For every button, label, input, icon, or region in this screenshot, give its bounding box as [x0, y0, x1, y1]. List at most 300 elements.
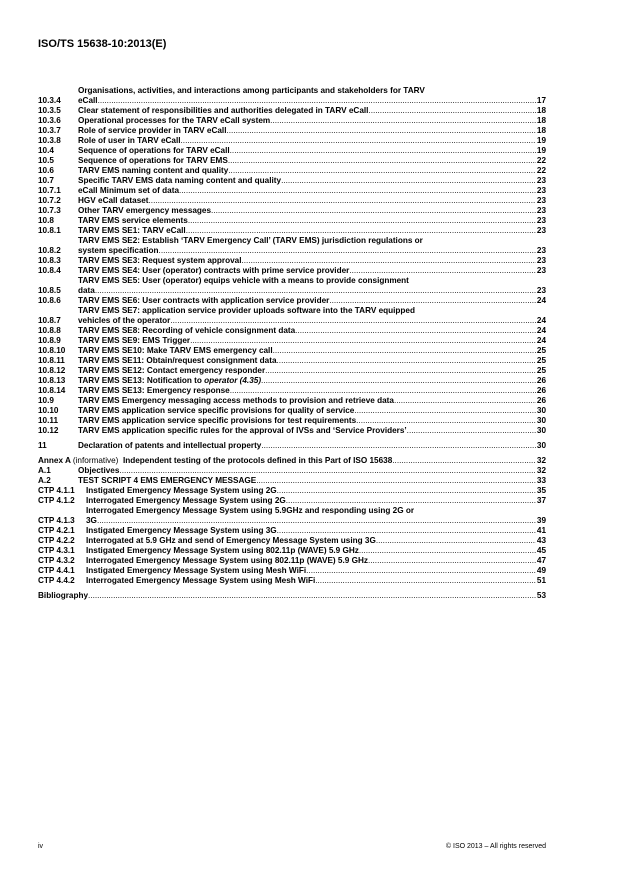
- toc-entry-title-text: Interrogated at 5.9 GHz and send of Emergency Message System using 3G: [86, 536, 376, 545]
- toc-entry-title-text: Role of user in TARV eCall: [78, 136, 181, 145]
- toc-leader-dots: [179, 186, 536, 196]
- toc-entry-page: 23: [536, 186, 546, 195]
- toc-entry-number: CTP 4.1.2: [38, 496, 75, 505]
- toc-entry-body: [86, 566, 546, 576]
- toc-entry-body: [78, 186, 546, 196]
- toc-entry-number: A.1: [38, 466, 51, 475]
- toc-leader-dots: [349, 266, 536, 276]
- toc-entry[interactable]: [38, 326, 546, 336]
- toc-entry-body: [78, 166, 546, 176]
- toc-entry-number: 10.11: [38, 416, 59, 425]
- toc-entry-title-text: TARV EMS SE11: Obtain/request consignment data: [78, 356, 277, 365]
- toc-entry-page: 49: [536, 566, 546, 575]
- toc-entry-page: 30: [536, 426, 546, 435]
- toc-leader-dots: [261, 441, 536, 451]
- toc-entry-title: [78, 426, 407, 436]
- toc-entry[interactable]: [38, 116, 546, 126]
- toc-entry-page: 32: [536, 456, 546, 465]
- toc-entry-number: 10.8.8: [38, 326, 61, 335]
- toc-entry-page: 35: [536, 486, 546, 495]
- toc-entry-continuation: [78, 96, 546, 106]
- toc-entry[interactable]: [38, 296, 546, 306]
- toc-leader-dots: [170, 316, 536, 326]
- toc-entry-title-text: HGV eCall dataset: [78, 196, 149, 205]
- toc-leader-dots: [211, 206, 536, 216]
- toc-entry-title: [78, 216, 188, 226]
- toc-entry-page: 37: [536, 496, 546, 505]
- toc-entry[interactable]: [38, 216, 546, 226]
- toc-entry-title-text: Sequence of operations for TARV EMS: [78, 156, 228, 165]
- toc-entry-page: 18: [536, 126, 546, 135]
- toc-entry-title-text: Specific TARV EMS data naming content and quality: [78, 176, 282, 185]
- toc-entry-title-text: TARV EMS Emergency messaging access methods to provision and retrieve data: [78, 396, 394, 405]
- toc-entry[interactable]: [38, 506, 546, 526]
- toc-entry[interactable]: [38, 536, 546, 546]
- toc-entry[interactable]: [38, 376, 546, 386]
- toc-entry-title-cont: data: [78, 286, 95, 295]
- toc-entry-title: [78, 226, 186, 236]
- toc-leader-dots: [270, 116, 536, 126]
- toc-entry-title-cont: vehicles of the operator: [78, 316, 171, 325]
- toc-leader-dots: [359, 546, 536, 556]
- toc-entry-number: 10.3.6: [38, 116, 61, 125]
- toc-entry-title: [78, 136, 181, 146]
- toc-entry-title: [78, 356, 277, 366]
- toc-leader-dots: [306, 566, 536, 576]
- toc-entry-title: TARV EMS SE5: User (operator) equips vehicle with a means to provide consignment: [78, 276, 409, 285]
- toc-entry-body: [86, 526, 546, 536]
- toc-entry-page: 23: [536, 196, 546, 205]
- toc-entry-body: [78, 406, 546, 416]
- toc-entry[interactable]: [38, 396, 546, 406]
- toc-entry-page: 23: [536, 256, 546, 265]
- toc-entry[interactable]: [38, 106, 546, 116]
- toc-entry-body: [78, 86, 546, 106]
- toc-entry[interactable]: [38, 526, 546, 536]
- toc-entry-body: [123, 456, 546, 466]
- toc-leader-dots: [376, 536, 536, 546]
- toc-entry-page: 32: [536, 466, 546, 475]
- toc-entry-continuation: [78, 246, 546, 256]
- toc-entry-body: [78, 126, 546, 136]
- toc-entry-page: 23: [536, 246, 546, 255]
- toc-entry-title: [78, 186, 179, 196]
- toc-entry-title-text: Sequence of operations for TARV eCall: [78, 146, 230, 155]
- toc-entry-body: [86, 556, 546, 566]
- annex-label: Annex A: [38, 456, 71, 465]
- toc-entry-number: 10.12: [38, 426, 59, 435]
- toc-leader-dots: [98, 96, 536, 106]
- toc-entry-body: [78, 346, 546, 356]
- toc-entry-page: 24: [536, 336, 546, 345]
- toc-entry-title: [86, 486, 277, 496]
- toc-entry-title: [78, 416, 356, 426]
- toc-entry-title-text: Instigated Emergency Message System using 3G: [86, 526, 277, 535]
- toc-entry-title-text: TARV EMS SE8: Recording of vehicle consignment data: [78, 326, 296, 335]
- toc-entry-title: Interrogated Emergency Message System using 5.9GHz and responding using 2G or: [86, 506, 415, 515]
- toc-entry-number: CTP 4.2.2: [38, 536, 75, 545]
- toc-entry-title: TARV EMS SE7: application service provider uploads software into the TARV equipped: [78, 306, 415, 315]
- toc-leader-dots: [265, 366, 536, 376]
- toc-entry-number: 10.8.6: [38, 296, 61, 305]
- toc-entry-title-text: TARV EMS SE10: Make TARV EMS emergency call: [78, 346, 273, 355]
- toc-entry[interactable]: [38, 206, 546, 216]
- toc-entry-number: CTP 4.1.1: [38, 486, 75, 495]
- toc-entry-title-text: TARV EMS SE9: EMS Trigger: [78, 336, 191, 345]
- toc-leader-dots: [181, 136, 536, 146]
- toc-entry[interactable]: [38, 366, 546, 376]
- toc-leader-dots: [392, 456, 536, 466]
- toc-entry-title: [78, 176, 281, 186]
- toc-entry-number: A.2: [38, 476, 51, 485]
- toc-leader-dots: [286, 496, 536, 506]
- toc-entry-title-text: TARV EMS SE13: Notification to: [78, 376, 202, 385]
- toc-entry-body: [78, 206, 546, 216]
- toc-entry[interactable]: [38, 466, 546, 476]
- toc-entry-title: [78, 396, 394, 406]
- toc-entry-page: 30: [536, 406, 546, 415]
- toc-entry-page: 24: [536, 326, 546, 335]
- toc-entry-page: 19: [536, 136, 546, 145]
- toc-entry-title: [78, 326, 295, 336]
- toc-leader-dots: [230, 146, 536, 156]
- toc-entry-body: [78, 266, 546, 276]
- toc-entry[interactable]: [38, 276, 546, 296]
- toc-entry-title: [78, 346, 273, 356]
- table-of-contents: [38, 86, 546, 601]
- toc-leader-dots: [277, 486, 536, 496]
- toc-entry-page: 26: [536, 386, 546, 395]
- toc-entry-page: 26: [536, 376, 546, 385]
- toc-entry[interactable]: [38, 486, 546, 496]
- toc-entry-body: [78, 146, 546, 156]
- toc-entry-title: [78, 126, 226, 136]
- toc-entry-title-text: Interrogated Emergency Message System using 2G: [86, 496, 286, 505]
- toc-entry-body: [78, 306, 546, 326]
- toc-entry-body: [78, 466, 546, 476]
- toc-entry[interactable]: [38, 386, 546, 396]
- toc-entry-number: 10.8.4: [38, 266, 61, 275]
- toc-entry-page: 23: [536, 206, 546, 215]
- toc-entry[interactable]: [38, 336, 546, 346]
- toc-entry-body: [78, 216, 546, 226]
- toc-leader-dots: [97, 516, 536, 526]
- toc-entry-continuation: [78, 286, 546, 296]
- toc-leader-dots: [119, 466, 535, 476]
- toc-entry-page: 30: [536, 441, 546, 450]
- toc-entry-number: 10.8.10: [38, 346, 66, 355]
- toc-entry-title: [78, 116, 270, 126]
- toc-entry[interactable]: [38, 86, 546, 106]
- toc-entry[interactable]: [38, 406, 546, 416]
- toc-entry-title: [86, 556, 368, 566]
- toc-entry-title-text: TARV EMS SE12: Contact emergency responder: [78, 366, 266, 375]
- toc-entry[interactable]: [38, 441, 546, 451]
- toc-entry-title: [78, 206, 211, 216]
- toc-entry-number: 10.7.1: [38, 186, 61, 195]
- toc-entry-number: 10.7.2: [38, 196, 61, 205]
- toc-entry-title-text: Interrogated Emergency Message System using Mesh WiFi: [86, 576, 316, 585]
- toc-entry-title-text: Other TARV emergency messages: [78, 206, 212, 215]
- toc-entry-number: 10.8.2: [38, 246, 61, 255]
- toc-entry-page: 23: [536, 216, 546, 225]
- toc-entry-number: 10.7: [38, 176, 54, 185]
- toc-entry-title: [78, 336, 190, 346]
- toc-entry-body: [86, 486, 546, 496]
- toc-entry-title: [78, 166, 228, 176]
- toc-entry-body: [86, 546, 546, 556]
- toc-entry-number: 10.4: [38, 146, 54, 155]
- toc-entry-title: Organisations, activities, and interactions among participants and stakeholders for TARV: [78, 86, 425, 95]
- toc-entry-body: [78, 116, 546, 126]
- toc-entry-body: [78, 106, 546, 116]
- toc-entry[interactable]: [38, 546, 546, 556]
- toc-entry-number: 10.3.7: [38, 126, 61, 135]
- toc-entry-page: 41: [536, 526, 546, 535]
- toc-entry-page: 45: [536, 546, 546, 555]
- toc-entry-page: 17: [536, 96, 546, 105]
- toc-entry-page: 24: [536, 316, 546, 325]
- toc-leader-dots: [273, 346, 536, 356]
- toc-entry-title-text: Objectives: [78, 466, 120, 475]
- toc-entry-title: [78, 386, 230, 396]
- toc-entry-body: [78, 356, 546, 366]
- toc-entry-title: [86, 536, 376, 546]
- toc-entry[interactable]: [38, 426, 546, 436]
- toc-entry-title: [78, 466, 119, 476]
- toc-leader-dots: [190, 336, 536, 346]
- toc-entry-body: [78, 336, 546, 346]
- toc-entry-body: [78, 276, 546, 296]
- toc-entry-page: 22: [536, 156, 546, 165]
- toc-entry-page: 18: [536, 116, 546, 125]
- toc-bibliography-entry[interactable]: [38, 591, 546, 601]
- toc-entry-page: 39: [536, 516, 546, 525]
- toc-annex-entry[interactable]: [38, 456, 546, 466]
- toc-entry-body: [78, 441, 546, 451]
- toc-entry-title: [78, 196, 149, 206]
- toc-leader-dots: [186, 226, 536, 236]
- toc-entry[interactable]: [38, 416, 546, 426]
- toc-entry[interactable]: [38, 576, 546, 586]
- toc-entry[interactable]: [38, 346, 546, 356]
- toc-entry-number: 10.10: [38, 406, 59, 415]
- toc-entry[interactable]: [38, 166, 546, 176]
- toc-leader-dots: [407, 426, 536, 436]
- toc-entry-body: [78, 196, 546, 206]
- toc-entry-page: 51: [536, 576, 546, 585]
- toc-entry-page: 30: [536, 416, 546, 425]
- toc-entry-title-text: Instigated Emergency Message System using 802.11p (WAVE) 5.9 GHz: [86, 546, 359, 555]
- toc-entry-page: 33: [536, 476, 546, 485]
- toc-entry[interactable]: [38, 256, 546, 266]
- toc-leader-dots: [281, 176, 536, 186]
- toc-entry-title-text: Interrogated Emergency Message System using 802.11p (WAVE) 5.9 GHz: [86, 556, 368, 565]
- toc-leader-dots: [315, 576, 536, 586]
- toc-entry[interactable]: [38, 226, 546, 236]
- toc-entry[interactable]: [38, 236, 546, 256]
- toc-entry-number: 10.8.1: [38, 226, 61, 235]
- toc-entry-number: 10.8.13: [38, 376, 66, 385]
- toc-leader-dots: [368, 106, 535, 116]
- toc-entry-title-text: TARV EMS naming content and quality: [78, 166, 229, 175]
- toc-entry[interactable]: [38, 566, 546, 576]
- toc-entry[interactable]: [38, 356, 546, 366]
- copyright-notice: © ISO 2013 – All rights reserved: [445, 843, 546, 850]
- toc-entry[interactable]: [38, 156, 546, 166]
- document-header: ISO/TS 15638-10:2013(E): [38, 38, 167, 50]
- toc-entry-title: [78, 476, 256, 486]
- toc-entry-page: 23: [536, 286, 546, 295]
- toc-leader-dots: [277, 526, 536, 536]
- toc-entry-title: [86, 566, 306, 576]
- toc-entry-title: [78, 266, 349, 276]
- toc-entry-number: 11: [38, 441, 47, 450]
- toc-entry-continuation: [78, 316, 546, 326]
- toc-leader-dots: [368, 556, 536, 566]
- toc-entry-title-text: TARV EMS SE1: TARV eCall: [78, 226, 186, 235]
- toc-entry-number: 10.3.5: [38, 106, 61, 115]
- toc-entry-number: CTP 4.3.2: [38, 556, 75, 565]
- toc-entry-body: [78, 296, 546, 306]
- toc-entry-continuation: [86, 516, 546, 526]
- toc-entry-page: 24: [536, 296, 546, 305]
- toc-entry-body: [78, 236, 546, 256]
- toc-entry-body: [78, 396, 546, 406]
- toc-entry-title-text: TARV EMS SE4: User (operator) contracts with prime service provider: [78, 266, 350, 275]
- toc-entry-body: [78, 426, 546, 436]
- toc-entry-title-text: Instigated Emergency Message System using 2G: [86, 486, 277, 495]
- toc-entry-number: CTP 4.3.1: [38, 546, 75, 555]
- toc-leader-dots: [228, 156, 536, 166]
- toc-entry[interactable]: [38, 556, 546, 566]
- annex-informative: (informative): [72, 456, 119, 465]
- toc-entry-page: 25: [536, 356, 546, 365]
- toc-entry-number: 10.8: [38, 216, 54, 225]
- toc-entry-body: [86, 506, 546, 526]
- toc-entry-body: [78, 156, 546, 166]
- toc-entry-title-text: TARV EMS application specific rules for the approval of IVSs and ‘Service Providers’: [78, 426, 407, 435]
- toc-leader-dots: [242, 256, 536, 266]
- toc-leader-dots: [329, 296, 536, 306]
- toc-leader-dots: [88, 591, 536, 601]
- toc-entry-page: 23: [536, 226, 546, 235]
- toc-entry-body: [86, 536, 546, 546]
- toc-entry-title-italic: operator (4.35): [204, 376, 262, 385]
- toc-entry-page: 23: [536, 266, 546, 275]
- toc-leader-dots: [354, 406, 536, 416]
- toc-entry-title: [78, 366, 265, 376]
- toc-entry-number: 10.8.3: [38, 256, 61, 265]
- toc-entry-title: Independent testing of the protocols defined in this Part of ISO 15638: [122, 456, 393, 465]
- toc-entry-title: [78, 441, 261, 451]
- toc-leader-dots: [95, 286, 536, 296]
- toc-entry-title: [78, 256, 242, 266]
- toc-entry-body: [78, 326, 546, 336]
- toc-entry-title-text: Clear statement of responsibilities and authorities delegated in TARV eCall: [78, 106, 369, 115]
- toc-annex-label: [38, 456, 123, 466]
- toc-entry-title-text: TARV EMS service elements: [78, 216, 188, 225]
- toc-entry-title-cont: 3G: [86, 516, 97, 525]
- toc-entry-page: 19: [536, 146, 546, 155]
- toc-entry-page: 25: [536, 366, 546, 375]
- toc-entry-body: [78, 386, 546, 396]
- toc-entry-page: 25: [536, 346, 546, 355]
- toc-leader-dots: [256, 476, 536, 486]
- toc-entry-body: [38, 591, 546, 601]
- toc-entry-number: 10.8.11: [38, 356, 65, 365]
- toc-entry-page: 18: [536, 106, 546, 115]
- toc-entry-title-text: TEST SCRIPT 4 EMS EMERGENCY MESSAGE: [78, 476, 257, 485]
- toc-entry-title-cont: system specification: [78, 246, 159, 255]
- toc-entry-page: 23: [536, 176, 546, 185]
- toc-entry[interactable]: [38, 306, 546, 326]
- toc-entry-title: [86, 496, 286, 506]
- toc-entry[interactable]: [38, 496, 546, 506]
- toc-entry[interactable]: [38, 196, 546, 206]
- toc-entry-title: [86, 526, 277, 536]
- toc-entry-title: [78, 106, 368, 116]
- toc-entry-number: CTP 4.4.1: [38, 566, 75, 575]
- toc-entry[interactable]: [38, 146, 546, 156]
- toc-entry-title-text: Operational processes for the TARV eCall system: [78, 116, 271, 125]
- page-number: iv: [38, 843, 44, 850]
- toc-entry-title: [78, 406, 354, 416]
- toc-entry-number: CTP 4.1.3: [38, 516, 75, 525]
- toc-entry-title: [78, 156, 228, 166]
- toc-entry[interactable]: [38, 266, 546, 276]
- toc-entry-body: [86, 576, 546, 586]
- toc-leader-dots: [159, 246, 536, 256]
- toc-entry-title: Bibliography: [38, 591, 89, 600]
- toc-entry-number: CTP 4.2.1: [38, 526, 75, 535]
- toc-entry-title: [86, 576, 315, 586]
- toc-entry-title-text: TARV EMS SE3: Request system approval: [78, 256, 242, 265]
- toc-entry-title: [78, 376, 261, 386]
- toc-entry-page: 26: [536, 396, 546, 405]
- toc-entry[interactable]: [38, 126, 546, 136]
- toc-entry-title: TARV EMS SE2: Establish ‘TARV Emergency Call’ (TARV EMS) jurisdiction regulations or: [78, 236, 423, 245]
- toc-leader-dots: [228, 166, 536, 176]
- toc-entry-body: [78, 226, 546, 236]
- toc-entry-title: [78, 296, 329, 306]
- toc-entry[interactable]: [38, 476, 546, 486]
- toc-leader-dots: [230, 386, 536, 396]
- toc-entry-body: [78, 376, 546, 386]
- toc-leader-dots: [394, 396, 536, 406]
- toc-entry-number: 10.8.7: [38, 316, 61, 325]
- toc-entry-body: [86, 496, 546, 506]
- toc-entry[interactable]: [38, 186, 546, 196]
- toc-entry-body: [78, 256, 546, 266]
- toc-entry-number: 10.5: [38, 156, 54, 165]
- toc-leader-dots: [295, 326, 536, 336]
- toc-entry-number: 10.3.8: [38, 136, 61, 145]
- toc-leader-dots: [356, 416, 536, 426]
- toc-entry-title: [86, 546, 359, 556]
- toc-entry-number: 10.7.3: [38, 206, 61, 215]
- toc-entry-title-text: Instigated Emergency Message System using Mesh WiFi: [86, 566, 307, 575]
- toc-entry-page: 22: [536, 166, 546, 175]
- toc-entry-title-text: TARV EMS application service specific provisions for test requirements: [78, 416, 357, 425]
- toc-entry[interactable]: [38, 176, 546, 186]
- toc-entry-body: [78, 416, 546, 426]
- toc-entry-title-text: eCall Minimum set of data: [78, 186, 179, 195]
- toc-entry-title: [78, 146, 230, 156]
- toc-entry-title-text: TARV EMS application service specific provisions for quality of service: [78, 406, 355, 415]
- toc-leader-dots: [149, 196, 536, 206]
- toc-entry[interactable]: [38, 136, 546, 146]
